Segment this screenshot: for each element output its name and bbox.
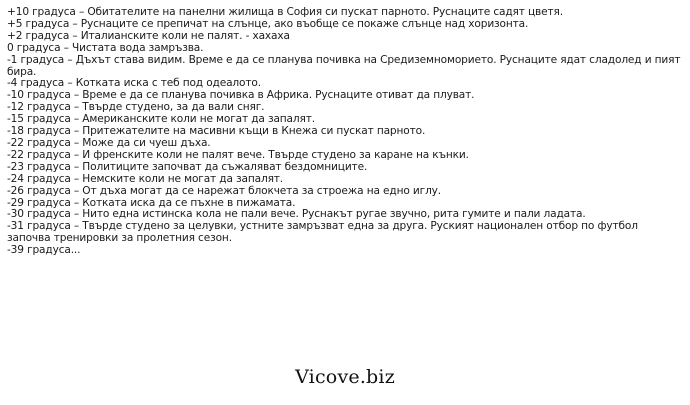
text-line-6: -4 градуса – Котката иска с теб под одеалото. (7, 77, 261, 90)
text-line-7: -10 градуса – Време е да се планува почивка в Африка. Руснаците отиват да плуват. (7, 89, 475, 102)
text-line-17: -30 градуса – Нито една истинска кола не пали вече. Руснакът ругае звучно, рита гумите и пали ладата. (7, 208, 586, 221)
text-line-16: -29 градуса – Котката иска да се пъхне в пижамата. (7, 196, 296, 209)
joke-text-block (7, 7, 683, 257)
text-line-19: -39 градуса... (7, 244, 81, 257)
text-line-13: -23 градуса – Политиците започват да съжаляват бездомниците. (7, 160, 368, 173)
text-line-15: -26 градуса – От дъха могат да се нарежат блокчета за строежа на едно иглу. (7, 184, 442, 197)
text-line-3: +2 градуса – Италианските коли не палят. - хахаха (7, 29, 290, 42)
text-line-12: -22 градуса – И френските коли не палят вече. Твърде студено за каране на кънки. (7, 148, 469, 161)
text-line-9: -15 градуса – Американските коли не могат да запалят. (7, 113, 315, 126)
text-line-2: +5 градуса – Руснаците се препичат на слънце, ако въобще се покаже слънце над хоризонта. (7, 17, 529, 30)
text-line-18: -31 градуса – Твърде студено за целувки, устните замръзват една за друга. Руският национален отбор по футбол започва тренировки за пролетния сезон. (7, 220, 638, 245)
text-line-5: -1 градуса – Дъхът става видим. Време е да се планува почивка на Средиземноморието. Руснаците ядат сладолед и пият бира. (7, 53, 681, 78)
text-line-4: 0 градуса – Чистата вода замръзва. (7, 41, 204, 54)
text-line-8: -12 градуса – Твърде студено, за да вали сняг. (7, 101, 265, 114)
text-line-11: -22 градуса – Може да си чуеш дъха. (7, 136, 211, 149)
text-line-14: -24 градуса – Немските коли не могат да запалят. (7, 172, 284, 185)
text-line-1: +10 градуса – Обитателите на панелни жилища в София си пускат парното. Руснаците садят цветя. (7, 6, 563, 18)
site-watermark: Vicove.biz (295, 366, 395, 388)
text-line-10: -18 градуса – Притежателите на масивни къщи в Кнежа си пускат парното. (7, 125, 426, 138)
